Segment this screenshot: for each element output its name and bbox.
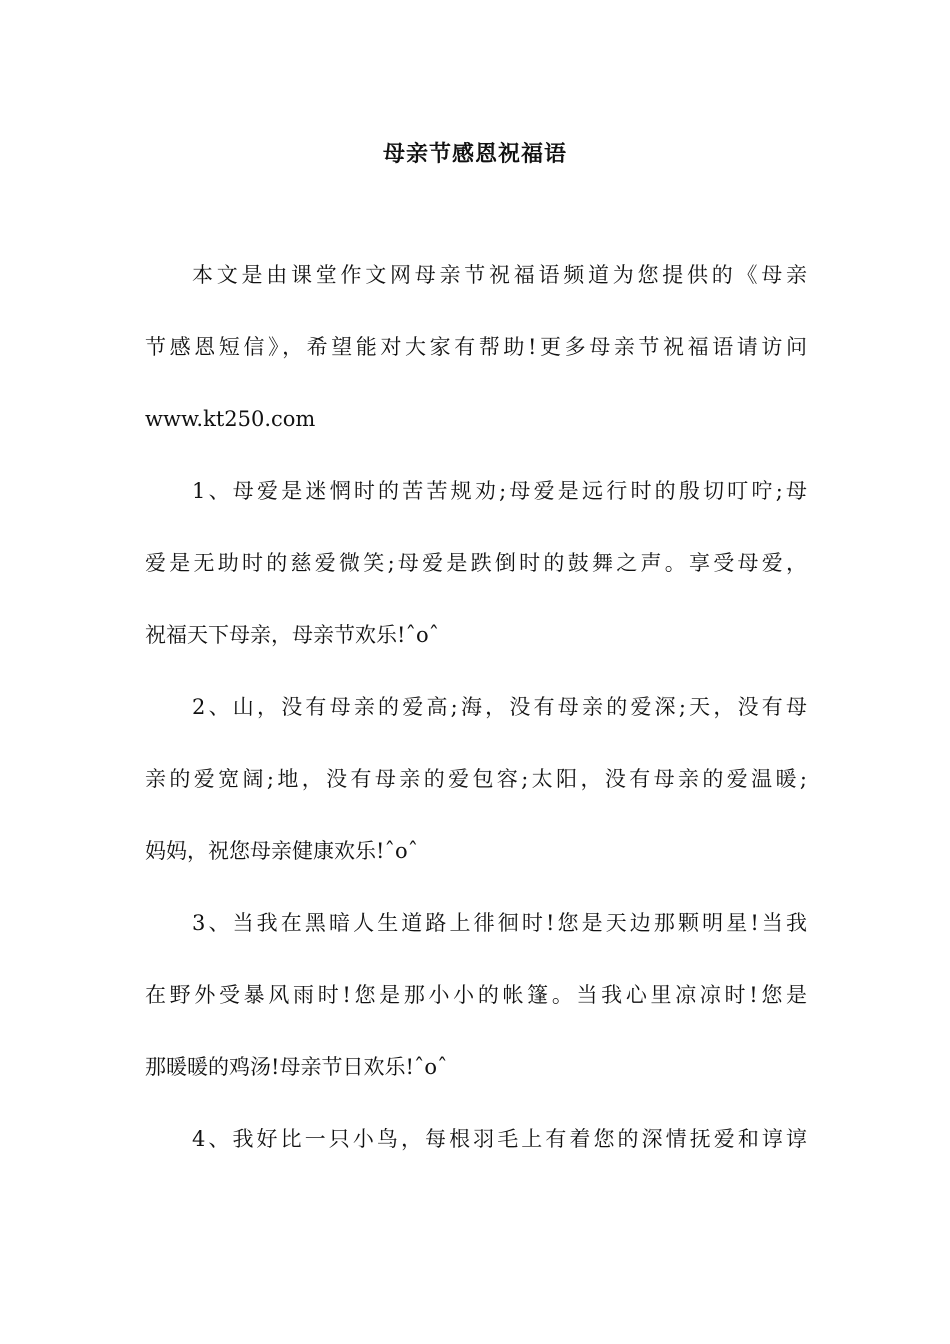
paragraph-3-line-1: 3、当我在黑暗人生道路上徘徊时!您是天边那颗明星!当我 [192,911,807,935]
paragraph-1-line-3: 祝福天下母亲，母亲节欢乐!ˆoˆ [145,623,440,647]
document-body [145,255,807,1191]
paragraph-2-line-2: 亲的爱宽阔;地，没有母亲的爱包容;太阳，没有母亲的爱温暖; [145,767,807,791]
paragraph-intro-line-2: 节感恩短信》，希望能对大家有帮助!更多母亲节祝福语请访问 [145,335,807,359]
paragraph-4-line-1: 4、我好比一只小鸟，每根羽毛上有着您的深情抚爱和谆谆 [192,1127,807,1151]
paragraph-1-line-1: 1、母爱是迷惘时的苦苦规劝;母爱是远行时的殷切叮咛;母 [192,479,807,503]
paragraph-1-line-2: 爱是无助时的慈爱微笑;母爱是跌倒时的鼓舞之声。享受母爱， [145,551,807,575]
paragraph-2-line-1: 2、山，没有母亲的爱高;海，没有母亲的爱深;天，没有母 [192,695,807,719]
paragraph-3-line-3: 那暖暖的鸡汤!母亲节日欢乐!ˆoˆ [145,1055,448,1079]
paragraph-3-line-2: 在野外受暴风雨时!您是那小小的帐篷。当我心里凉凉时!您是 [145,983,807,1007]
paragraph-2-line-3: 妈妈，祝您母亲健康欢乐!ˆoˆ [145,839,419,863]
paragraph-intro-line-3: www.kt250.com [145,407,316,431]
paragraph-intro-line-1: 本文是由课堂作文网母亲节祝福语频道为您提供的《母亲 [192,263,807,287]
document-title: 母亲节感恩祝福语 [382,141,567,167]
